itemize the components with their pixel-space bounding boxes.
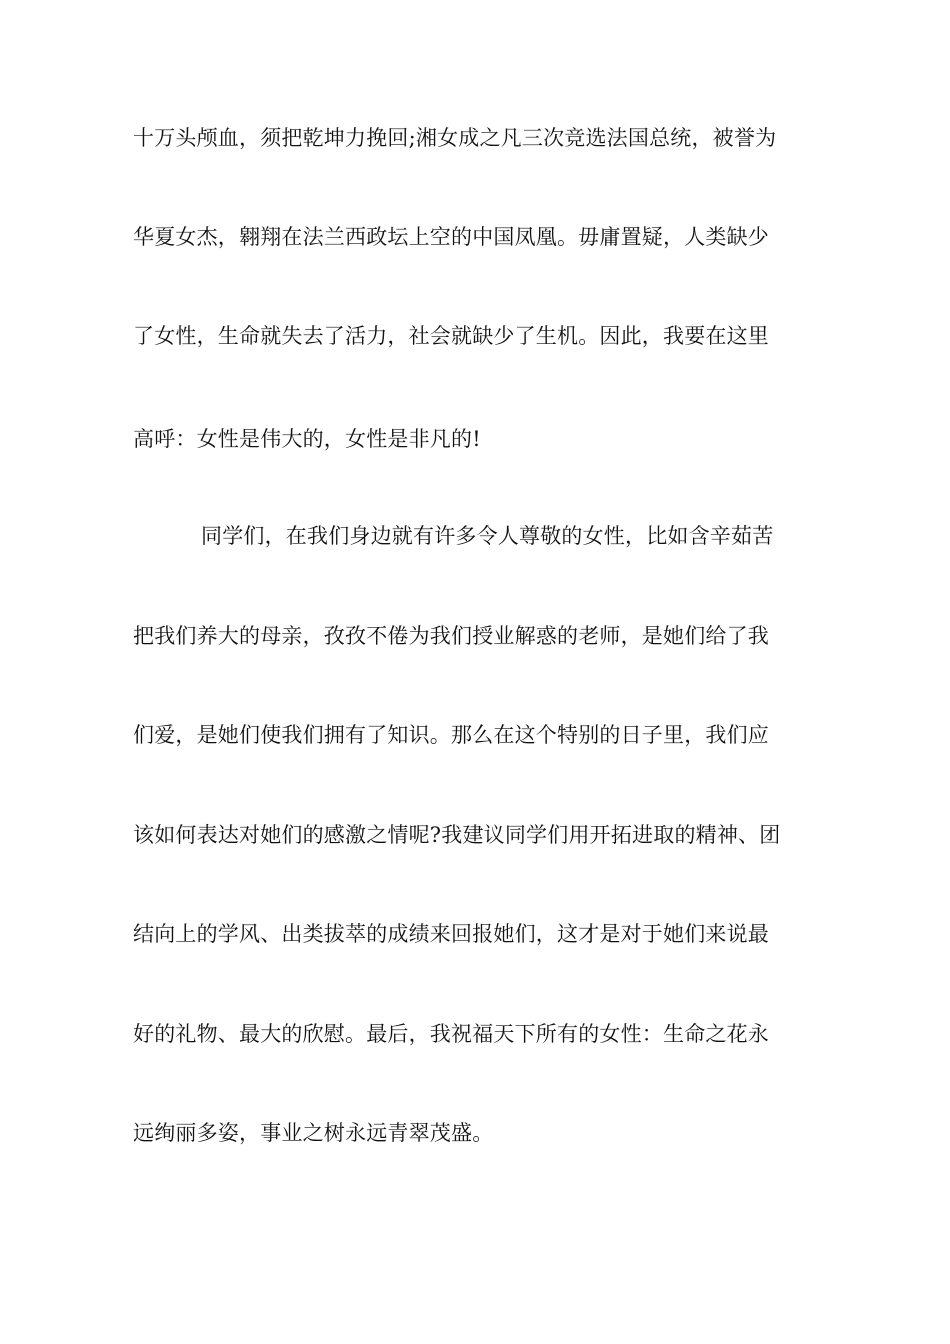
- text-line: 们爱，是她们使我们拥有了知识。那么在这个特别的日子里，我们应: [133, 723, 769, 747]
- text-line: 高呼：女性是伟大的，女性是非凡的!: [133, 427, 481, 451]
- text-line: 华夏女杰，翱翔在法兰西政坛上空的中国凤凰。毋庸置疑，人类缺少: [133, 225, 769, 249]
- text-line: 把我们养大的母亲，孜孜不倦为我们授业解惑的老师，是她们给了我: [133, 624, 769, 648]
- text-line: 该如何表达对她们的感激之情呢?我建议同学们用开拓进取的精神、团: [133, 823, 781, 847]
- text-line: 好的礼物、最大的欣慰。最后，我祝福天下所有的女性：生命之花永: [133, 1022, 769, 1046]
- text-line: 结向上的学风、出类拔萃的成绩来回报她们，这才是对于她们来说最: [133, 922, 769, 946]
- text-line: 十万头颅血，须把乾坤力挽回;湘女成之凡三次竞选法国总统，被誉为: [133, 126, 777, 150]
- text-line: 了女性，生命就失去了活力，社会就缺少了生机。因此，我要在这里: [133, 324, 769, 348]
- text-line-indented: 同学们，在我们身边就有许多令人尊敬的女性，比如含辛茹苦: [201, 524, 774, 548]
- text-line: 远绚丽多姿，事业之树永远青翠茂盛。: [133, 1121, 494, 1145]
